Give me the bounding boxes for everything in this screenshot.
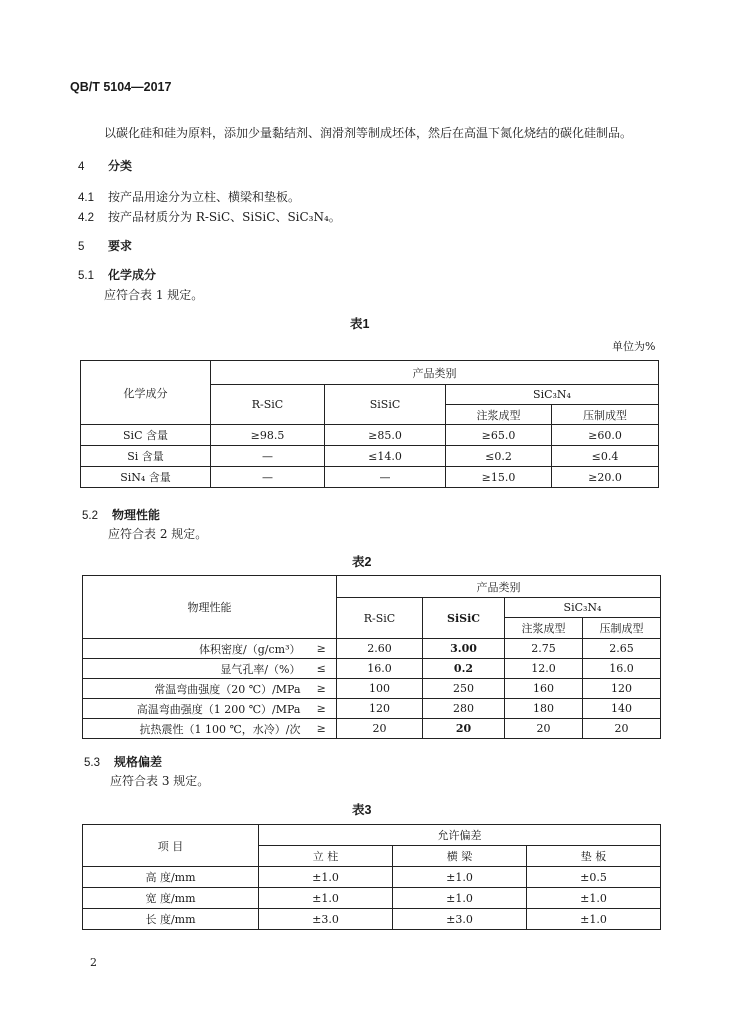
row-label: 抗热震性（1 100 ℃，水冷）/次 bbox=[83, 719, 307, 739]
table3-col-column: 立 柱 bbox=[259, 846, 393, 867]
table-cell: ±3.0 bbox=[259, 909, 393, 930]
table-cell: 12.0 bbox=[505, 659, 583, 679]
section-title: 化学成分 bbox=[108, 268, 157, 282]
table-cell: ≤14.0 bbox=[325, 446, 446, 467]
row-label: SiC 含量 bbox=[81, 425, 211, 446]
table1-unit: 单位为% bbox=[612, 340, 656, 353]
table-cell: 20 bbox=[583, 719, 661, 739]
row-label: 宽 度/mm bbox=[83, 888, 259, 909]
section-5-3-text: 应符合表 3 规定。 bbox=[110, 774, 210, 788]
table3-caption: 表3 bbox=[352, 803, 372, 817]
table-cell: — bbox=[211, 467, 325, 488]
table2-subcol-press: 压制成型 bbox=[583, 618, 661, 639]
row-sign: ≥ bbox=[307, 639, 337, 659]
table-cell: 2.75 bbox=[505, 639, 583, 659]
section-5-2 bbox=[82, 506, 160, 523]
table-cell: 180 bbox=[505, 699, 583, 719]
row-label: 常温弯曲强度（20 ℃）/MPa bbox=[83, 679, 307, 699]
table-cell: ±0.5 bbox=[527, 867, 661, 888]
table1 bbox=[80, 360, 659, 488]
section-number: 5.1 bbox=[78, 270, 94, 282]
table-cell: 0.2 bbox=[423, 659, 505, 679]
table-row bbox=[83, 659, 661, 679]
section-number: 4.2 bbox=[78, 212, 94, 224]
table-cell: ±1.0 bbox=[259, 867, 393, 888]
table2-caption: 表2 bbox=[352, 555, 372, 569]
table-cell: ±1.0 bbox=[527, 909, 661, 930]
section-number: 5.3 bbox=[84, 757, 100, 769]
section-4-2 bbox=[78, 208, 341, 225]
table2-subcol-slip: 注浆成型 bbox=[505, 618, 583, 639]
table1-caption: 表1 bbox=[350, 317, 370, 331]
section-5-1 bbox=[78, 266, 156, 283]
table-row bbox=[83, 639, 661, 659]
section-4-heading bbox=[78, 157, 132, 174]
table-row bbox=[81, 446, 659, 467]
table2-header-row: 物理性能 bbox=[83, 576, 337, 639]
section-text: 按产品用途分为立柱、横梁和垫板。 bbox=[108, 190, 301, 204]
table1-product-cat: 产品类别 bbox=[211, 361, 659, 385]
table2 bbox=[82, 575, 661, 739]
table-cell: 280 bbox=[423, 699, 505, 719]
section-number: 4 bbox=[78, 161, 85, 173]
table-cell: 160 bbox=[505, 679, 583, 699]
row-sign: ≥ bbox=[307, 699, 337, 719]
table3-col-beam: 横 梁 bbox=[393, 846, 527, 867]
table-row bbox=[83, 867, 661, 888]
table-cell: 16.0 bbox=[337, 659, 423, 679]
table-cell: 100 bbox=[337, 679, 423, 699]
section-5-2-text: 应符合表 2 规定。 bbox=[108, 527, 208, 541]
row-label: SiN₄ 含量 bbox=[81, 467, 211, 488]
intro-paragraph: 以碳化硅和硅为原料，添加少量黏结剂、润滑剂等制成坯体，然后在高温下氮化烧结的碳化硅制品。 bbox=[104, 126, 633, 140]
table2-col-sisic: SiSiC bbox=[423, 598, 505, 639]
table-cell: ≥98.5 bbox=[211, 425, 325, 446]
section-number: 4.1 bbox=[78, 192, 94, 204]
row-sign: ≥ bbox=[307, 679, 337, 699]
row-sign: ≤ bbox=[307, 659, 337, 679]
section-5-heading bbox=[78, 237, 132, 254]
table-cell: ±1.0 bbox=[527, 888, 661, 909]
row-label: Si 含量 bbox=[81, 446, 211, 467]
table-cell: 140 bbox=[583, 699, 661, 719]
table-cell: 2.60 bbox=[337, 639, 423, 659]
table-cell: 20 bbox=[505, 719, 583, 739]
table-cell: ±1.0 bbox=[393, 867, 527, 888]
section-number: 5.2 bbox=[82, 510, 98, 522]
table-cell: ≥65.0 bbox=[446, 425, 552, 446]
table-cell: ±1.0 bbox=[393, 888, 527, 909]
table-cell: 2.65 bbox=[583, 639, 661, 659]
table-row bbox=[83, 888, 661, 909]
table3-tolerance: 允许偏差 bbox=[259, 825, 661, 846]
section-title: 规格偏差 bbox=[114, 755, 163, 769]
section-5-3 bbox=[84, 753, 162, 770]
table-row bbox=[83, 719, 661, 739]
table-cell: ≥15.0 bbox=[446, 467, 552, 488]
page-number: 2 bbox=[90, 956, 97, 969]
row-label: 长 度/mm bbox=[83, 909, 259, 930]
section-title: 要求 bbox=[108, 239, 133, 253]
table3-header-row: 项 目 bbox=[83, 825, 259, 867]
section-5-1-text: 应符合表 1 规定。 bbox=[104, 288, 204, 302]
table-row bbox=[81, 425, 659, 446]
table-cell: 16.0 bbox=[583, 659, 661, 679]
table-cell: 120 bbox=[337, 699, 423, 719]
table3 bbox=[82, 824, 661, 930]
table-cell: 20 bbox=[337, 719, 423, 739]
table1-col-sic3n4: SiC₃N₄ bbox=[446, 385, 659, 405]
table1-header-row: 化学成分 bbox=[81, 361, 211, 425]
table1-col-rsic: R-SiC bbox=[211, 385, 325, 425]
table1-subcol-slip: 注浆成型 bbox=[446, 405, 552, 425]
table-cell: — bbox=[325, 467, 446, 488]
table-cell: ±3.0 bbox=[393, 909, 527, 930]
table-cell: ≤0.2 bbox=[446, 446, 552, 467]
table-cell: 3.00 bbox=[423, 639, 505, 659]
section-title: 物理性能 bbox=[112, 508, 161, 522]
section-number: 5 bbox=[78, 241, 85, 253]
table-cell: — bbox=[211, 446, 325, 467]
table-cell: ≥20.0 bbox=[552, 467, 659, 488]
table-cell: ≤0.4 bbox=[552, 446, 659, 467]
table-cell: 250 bbox=[423, 679, 505, 699]
table1-col-sisic: SiSiC bbox=[325, 385, 446, 425]
table-cell: 20 bbox=[423, 719, 505, 739]
table1-subcol-press: 压制成型 bbox=[552, 405, 659, 425]
section-4-1 bbox=[78, 188, 300, 205]
row-sign: ≥ bbox=[307, 719, 337, 739]
table2-col-sic3n4: SiC₃N₄ bbox=[505, 598, 661, 618]
table2-product-cat: 产品类别 bbox=[337, 576, 661, 598]
table-row bbox=[83, 679, 661, 699]
table3-col-plate: 垫 板 bbox=[527, 846, 661, 867]
section-text: 按产品材质分为 R-SiC、SiSiC、SiC₃N₄。 bbox=[108, 210, 341, 224]
table2-col-rsic: R-SiC bbox=[337, 598, 423, 639]
table-cell: ≥60.0 bbox=[552, 425, 659, 446]
row-label: 高温弯曲强度（1 200 ℃）/MPa bbox=[83, 699, 307, 719]
table-row bbox=[81, 467, 659, 488]
row-label: 体积密度/（g/cm³） bbox=[83, 639, 307, 659]
table-row bbox=[83, 699, 661, 719]
table-row bbox=[83, 909, 661, 930]
standard-code: QB/T 5104—2017 bbox=[70, 80, 172, 94]
row-label: 显气孔率/（%） bbox=[83, 659, 307, 679]
table-cell: ±1.0 bbox=[259, 888, 393, 909]
section-title: 分类 bbox=[108, 159, 133, 173]
table-cell: ≥85.0 bbox=[325, 425, 446, 446]
row-label: 高 度/mm bbox=[83, 867, 259, 888]
table-cell: 120 bbox=[583, 679, 661, 699]
